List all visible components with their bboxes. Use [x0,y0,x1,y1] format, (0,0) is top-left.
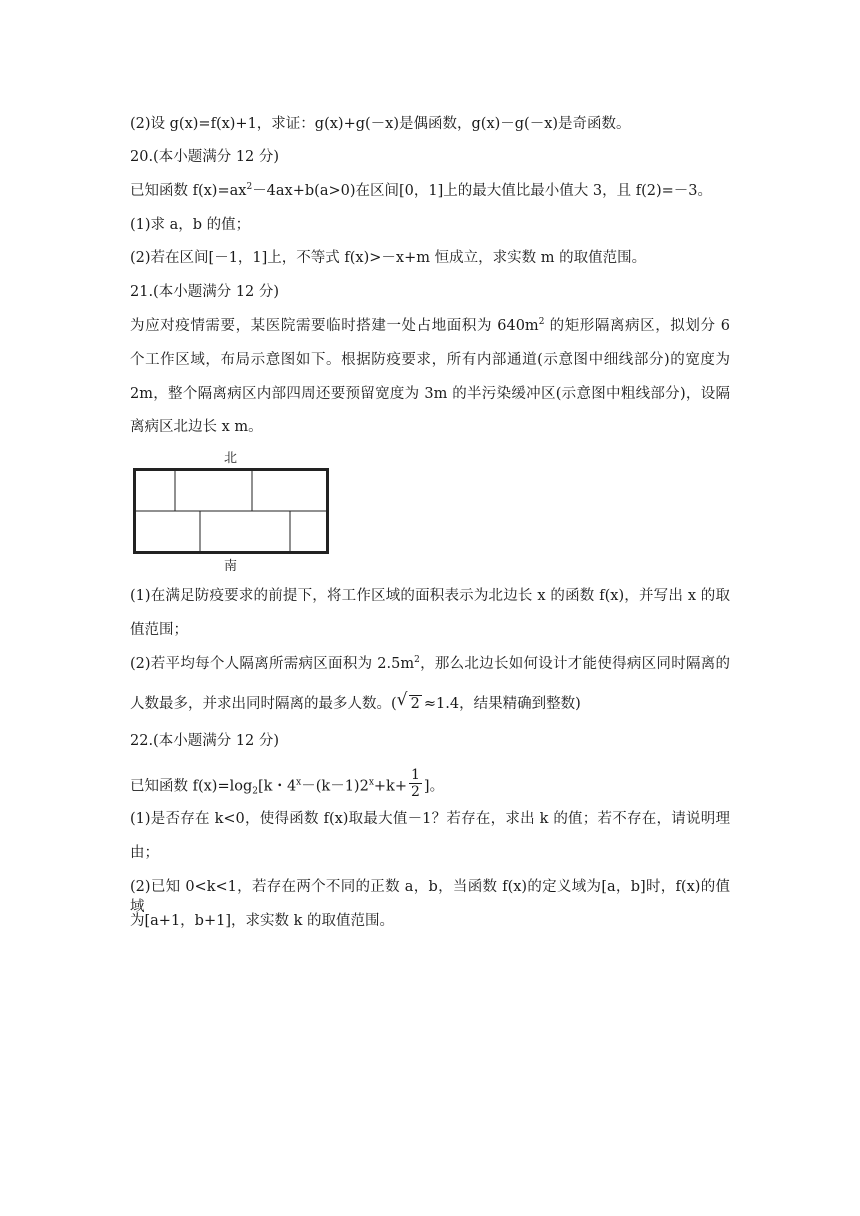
south-label: 南 [224,559,238,574]
q20-part1: (1)求 a，b 的值； [130,217,251,233]
q20-header: 20.(本小题满分 12 分) [130,149,280,165]
one-half-fraction: $\frac{1}{2}$ [410,767,420,800]
q21-part2-line1: (2)若平均每个人隔离所需病区面积为 $2.5m^2$，那么北边长如何设计才能使得病区同时隔离的 [130,655,731,672]
q22-part2-line1: (2)已知 0<k<1，若存在两个不同的正数 a，b，当函数 f(x)的定义域为[a，b]时，f(x)的值域 [130,879,730,915]
q19-part2: (2)设 g(x)=f(x)+1，求证：g(x)+g(－x)是偶函数，g(x)－g(－x)是奇函数。 [130,116,631,132]
q21-stem-line4: 离病区北边长 x m。 [130,419,263,435]
isolation-layout-diagram [120,444,350,579]
q21-stem-line2: 个工作区域，布局示意图如下。根据防疫要求，所有内部通道(示意图中细线部分)的宽度为 [130,352,730,368]
q20-part2: (2)若在区间[－1，1]上，不等式 f(x)>－x+m 恒成立，求实数 m 的取值范围。 [130,250,647,266]
q21-part1-line1: (1)在满足防疫要求的前提下，将工作区域的面积表示为北边长 x 的函数 f(x)，并写出 x 的取 [130,588,730,604]
q22-part1-line2: 由； [130,845,159,861]
q22-part1-line1: (1)是否存在 k<0，使得函数 f(x)取最大值－1？若存在，求出 k 的值；若不存在，请说明理 [130,811,730,827]
sqrt-symbol: √ 2 [396,690,420,712]
q21-stem-line3: 2m，整个隔离病区内部四周还要预留宽度为 3m 的半污染缓冲区(示意图中粗线部分)，设隔 [130,386,730,402]
q22-stem: 已知函数 $f(x)=\log_2[k$・$4^x-(k-1)2^x+k+$ $\frac{1}{2}$ ]。 [130,767,445,800]
q21-header: 21.(本小题满分 12 分) [130,284,280,300]
q21-part1-line2: 值范围； [130,622,188,638]
north-label: 北 [224,451,238,466]
q21-part2-line2: 人数最多，并求出同时隔离的最多人数。( √ 2 ≈1.4，结果精确到整数) [130,690,581,712]
q21-stem-line1: 为应对疫情需要，某医院需要临时搭建一处占地面积为 $640m^2$ 的矩形隔离病区，拟划分 6 [130,317,730,334]
q20-stem: 已知函数 $f(x)=ax^2-4ax+b(a>0)$在区间[0，1]上的最大值比最小值大 3，且 f(2)=－3。 [130,182,712,199]
q22-header: 22.(本小题满分 12 分) [130,733,280,749]
q22-part2-line2: 为[a+1，b+1]，求实数 k 的取值范围。 [130,913,394,929]
